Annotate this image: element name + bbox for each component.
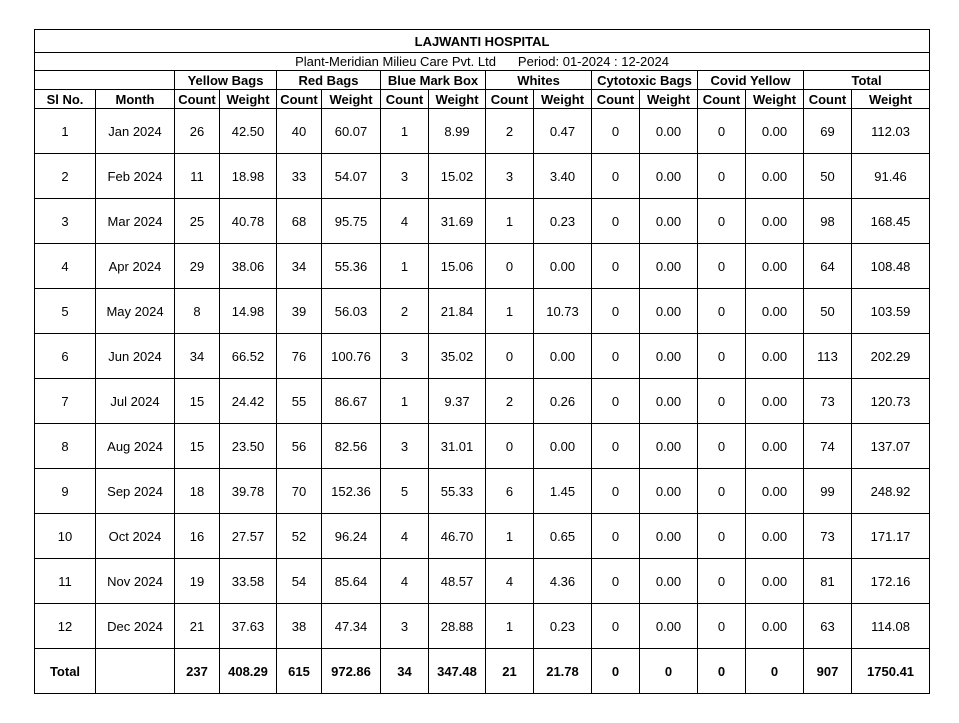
red-bags-weight-cell: 86.67	[322, 379, 381, 424]
total-count-cell: 50	[804, 289, 852, 334]
table-row	[35, 424, 930, 469]
blue-mark-box-count-cell: 3	[381, 424, 429, 469]
whites-weight-cell: 0.26	[534, 379, 592, 424]
total-count-cell: 69	[804, 109, 852, 154]
whites-weight-cell: 0.23	[534, 199, 592, 244]
whites-weight-cell: 4.36	[534, 559, 592, 604]
month-cell: Nov 2024	[96, 559, 175, 604]
cytotoxic-bags-count-cell: 0	[592, 514, 640, 559]
covid-yellow-count-cell: 0	[698, 379, 746, 424]
total-whites-count-cell: 21	[486, 649, 534, 694]
whites-count-cell: 0	[486, 244, 534, 289]
yellow-bags-count-cell: 29	[175, 244, 220, 289]
total-weight-cell: 137.07	[852, 424, 930, 469]
yellow-bags-count-cell: 21	[175, 604, 220, 649]
yellow-bags-weight-cell: 38.06	[220, 244, 277, 289]
blue-mark-box-weight-cell: 31.69	[429, 199, 486, 244]
blue-mark-box-weight-cell: 46.70	[429, 514, 486, 559]
sl-no-cell: 4	[35, 244, 96, 289]
table-row	[35, 334, 930, 379]
whites-count-cell: 1	[486, 604, 534, 649]
sl-no-cell: 1	[35, 109, 96, 154]
red-bags-count-cell: 34	[277, 244, 322, 289]
table-row	[35, 154, 930, 199]
cytotoxic-bags-count-cell: 0	[592, 109, 640, 154]
covid-yellow-count-cell: 0	[698, 424, 746, 469]
total-weight-cell: 120.73	[852, 379, 930, 424]
sl-no-cell: 5	[35, 289, 96, 334]
cytotoxic-bags-weight-cell: 0.00	[640, 469, 698, 514]
column-header-red-bags-count: Count	[277, 90, 322, 109]
blue-mark-box-count-cell: 3	[381, 604, 429, 649]
whites-weight-cell: 0.00	[534, 334, 592, 379]
cytotoxic-bags-weight-cell: 0.00	[640, 514, 698, 559]
total-whites-weight-cell: 21.78	[534, 649, 592, 694]
table-row	[35, 469, 930, 514]
total-red-bags-weight-cell: 972.86	[322, 649, 381, 694]
red-bags-weight-cell: 95.75	[322, 199, 381, 244]
total-weight-cell: 168.45	[852, 199, 930, 244]
total-cytotoxic-bags-count-cell: 0	[592, 649, 640, 694]
yellow-bags-count-cell: 15	[175, 424, 220, 469]
group-header-blue-mark-box: Blue Mark Box	[381, 71, 486, 90]
whites-weight-cell: 0.47	[534, 109, 592, 154]
blue-mark-box-weight-cell: 8.99	[429, 109, 486, 154]
red-bags-weight-cell: 96.24	[322, 514, 381, 559]
total-count-cell: 113	[804, 334, 852, 379]
yellow-bags-count-cell: 19	[175, 559, 220, 604]
red-bags-count-cell: 68	[277, 199, 322, 244]
yellow-bags-count-cell: 18	[175, 469, 220, 514]
cytotoxic-bags-count-cell: 0	[592, 244, 640, 289]
month-cell: Jan 2024	[96, 109, 175, 154]
cytotoxic-bags-weight-cell: 0.00	[640, 559, 698, 604]
blue-mark-box-weight-cell: 9.37	[429, 379, 486, 424]
column-header-blue-mark-box-weight: Weight	[429, 90, 486, 109]
total-weight-cell: 91.46	[852, 154, 930, 199]
total-month-cell	[96, 649, 175, 694]
group-header-red-bags: Red Bags	[277, 71, 381, 90]
table-row	[35, 514, 930, 559]
covid-yellow-count-cell: 0	[698, 604, 746, 649]
total-weight-cell: 112.03	[852, 109, 930, 154]
covid-yellow-weight-cell: 0.00	[746, 289, 804, 334]
blue-mark-box-weight-cell: 35.02	[429, 334, 486, 379]
sl-no-cell: 10	[35, 514, 96, 559]
cytotoxic-bags-weight-cell: 0.00	[640, 244, 698, 289]
covid-yellow-count-cell: 0	[698, 514, 746, 559]
red-bags-weight-cell: 152.36	[322, 469, 381, 514]
month-cell: Aug 2024	[96, 424, 175, 469]
group-header-covid-yellow: Covid Yellow	[698, 71, 804, 90]
total-red-bags-count-cell: 615	[277, 649, 322, 694]
whites-count-cell: 2	[486, 379, 534, 424]
whites-weight-cell: 0.00	[534, 244, 592, 289]
column-header-red-bags-weight: Weight	[322, 90, 381, 109]
yellow-bags-weight-cell: 66.52	[220, 334, 277, 379]
whites-count-cell: 6	[486, 469, 534, 514]
covid-yellow-weight-cell: 0.00	[746, 469, 804, 514]
total-yellow-bags-count-cell: 237	[175, 649, 220, 694]
total-weight-cell: 202.29	[852, 334, 930, 379]
cytotoxic-bags-weight-cell: 0.00	[640, 424, 698, 469]
report-subtitle	[35, 53, 930, 71]
total-label-cell: Total	[35, 649, 96, 694]
total-total-weight-cell: 1750.41	[852, 649, 930, 694]
whites-weight-cell: 0.23	[534, 604, 592, 649]
table-row	[35, 559, 930, 604]
cytotoxic-bags-count-cell: 0	[592, 334, 640, 379]
blue-mark-box-weight-cell: 15.06	[429, 244, 486, 289]
total-count-cell: 73	[804, 379, 852, 424]
blue-mark-box-weight-cell: 21.84	[429, 289, 486, 334]
covid-yellow-weight-cell: 0.00	[746, 334, 804, 379]
column-header-yellow-bags-weight: Weight	[220, 90, 277, 109]
total-cytotoxic-bags-weight-cell: 0	[640, 649, 698, 694]
covid-yellow-weight-cell: 0.00	[746, 424, 804, 469]
month-cell: Mar 2024	[96, 199, 175, 244]
total-total-count-cell: 907	[804, 649, 852, 694]
red-bags-weight-cell: 55.36	[322, 244, 381, 289]
sl-no-cell: 2	[35, 154, 96, 199]
month-cell: Feb 2024	[96, 154, 175, 199]
yellow-bags-weight-cell: 24.42	[220, 379, 277, 424]
red-bags-weight-cell: 100.76	[322, 334, 381, 379]
blue-mark-box-weight-cell: 31.01	[429, 424, 486, 469]
table-row	[35, 289, 930, 334]
column-header-total-count: Count	[804, 90, 852, 109]
total-row	[35, 649, 930, 694]
column-header-total-weight: Weight	[852, 90, 930, 109]
total-count-cell: 73	[804, 514, 852, 559]
yellow-bags-weight-cell: 40.78	[220, 199, 277, 244]
table-row	[35, 379, 930, 424]
cytotoxic-bags-weight-cell: 0.00	[640, 154, 698, 199]
whites-count-cell: 1	[486, 514, 534, 559]
whites-count-cell: 1	[486, 289, 534, 334]
red-bags-count-cell: 70	[277, 469, 322, 514]
red-bags-weight-cell: 60.07	[322, 109, 381, 154]
cytotoxic-bags-count-cell: 0	[592, 604, 640, 649]
yellow-bags-count-cell: 26	[175, 109, 220, 154]
covid-yellow-count-cell: 0	[698, 154, 746, 199]
total-weight-cell: 108.48	[852, 244, 930, 289]
cytotoxic-bags-count-cell: 0	[592, 469, 640, 514]
waste-report-table	[34, 29, 930, 694]
total-yellow-bags-weight-cell: 408.29	[220, 649, 277, 694]
covid-yellow-weight-cell: 0.00	[746, 559, 804, 604]
report-period: Period: 01-2024 : 12-2024	[517, 54, 669, 69]
red-bags-count-cell: 55	[277, 379, 322, 424]
column-header-sl-no: Sl No.	[35, 90, 96, 109]
whites-weight-cell: 10.73	[534, 289, 592, 334]
covid-yellow-count-cell: 0	[698, 469, 746, 514]
blue-mark-box-count-cell: 4	[381, 514, 429, 559]
red-bags-count-cell: 40	[277, 109, 322, 154]
total-weight-cell: 172.16	[852, 559, 930, 604]
covid-yellow-weight-cell: 0.00	[746, 379, 804, 424]
total-count-cell: 98	[804, 199, 852, 244]
group-header-cytotoxic-bags: Cytotoxic Bags	[592, 71, 698, 90]
covid-yellow-weight-cell: 0.00	[746, 514, 804, 559]
red-bags-count-cell: 33	[277, 154, 322, 199]
covid-yellow-count-cell: 0	[698, 199, 746, 244]
whites-count-cell: 0	[486, 424, 534, 469]
yellow-bags-weight-cell: 18.98	[220, 154, 277, 199]
blue-mark-box-weight-cell: 28.88	[429, 604, 486, 649]
total-blue-mark-box-weight-cell: 347.48	[429, 649, 486, 694]
column-header-cytotoxic-bags-weight: Weight	[640, 90, 698, 109]
red-bags-weight-cell: 47.34	[322, 604, 381, 649]
column-header-whites-count: Count	[486, 90, 534, 109]
blue-mark-box-count-cell: 3	[381, 154, 429, 199]
blue-mark-box-count-cell: 2	[381, 289, 429, 334]
month-cell: Oct 2024	[96, 514, 175, 559]
total-count-cell: 74	[804, 424, 852, 469]
yellow-bags-weight-cell: 27.57	[220, 514, 277, 559]
column-header-covid-yellow-weight: Weight	[746, 90, 804, 109]
total-count-cell: 99	[804, 469, 852, 514]
whites-weight-cell: 3.40	[534, 154, 592, 199]
sl-no-cell: 3	[35, 199, 96, 244]
whites-count-cell: 4	[486, 559, 534, 604]
covid-yellow-weight-cell: 0.00	[746, 154, 804, 199]
cytotoxic-bags-weight-cell: 0.00	[640, 334, 698, 379]
yellow-bags-count-cell: 11	[175, 154, 220, 199]
total-covid-yellow-weight-cell: 0	[746, 649, 804, 694]
cytotoxic-bags-count-cell: 0	[592, 199, 640, 244]
red-bags-weight-cell: 56.03	[322, 289, 381, 334]
month-cell: Jun 2024	[96, 334, 175, 379]
blue-mark-box-count-cell: 1	[381, 244, 429, 289]
blue-mark-box-count-cell: 3	[381, 334, 429, 379]
month-cell: Jul 2024	[96, 379, 175, 424]
group-header-whites: Whites	[486, 71, 592, 90]
yellow-bags-weight-cell: 14.98	[220, 289, 277, 334]
blue-mark-box-count-cell: 1	[381, 379, 429, 424]
blue-mark-box-weight-cell: 48.57	[429, 559, 486, 604]
red-bags-count-cell: 39	[277, 289, 322, 334]
yellow-bags-count-cell: 25	[175, 199, 220, 244]
plant-name: Plant-Meridian Milieu Care Pvt. Ltd	[295, 54, 496, 69]
sl-no-cell: 6	[35, 334, 96, 379]
cytotoxic-bags-count-cell: 0	[592, 154, 640, 199]
red-bags-count-cell: 76	[277, 334, 322, 379]
cytotoxic-bags-count-cell: 0	[592, 559, 640, 604]
cytotoxic-bags-count-cell: 0	[592, 379, 640, 424]
red-bags-count-cell: 52	[277, 514, 322, 559]
total-weight-cell: 171.17	[852, 514, 930, 559]
yellow-bags-count-cell: 34	[175, 334, 220, 379]
whites-count-cell: 2	[486, 109, 534, 154]
yellow-bags-weight-cell: 37.63	[220, 604, 277, 649]
whites-weight-cell: 0.65	[534, 514, 592, 559]
group-header-blank	[35, 71, 175, 90]
whites-count-cell: 3	[486, 154, 534, 199]
yellow-bags-weight-cell: 42.50	[220, 109, 277, 154]
total-blue-mark-box-count-cell: 34	[381, 649, 429, 694]
yellow-bags-count-cell: 8	[175, 289, 220, 334]
table-row	[35, 604, 930, 649]
covid-yellow-weight-cell: 0.00	[746, 109, 804, 154]
red-bags-weight-cell: 85.64	[322, 559, 381, 604]
table-row	[35, 244, 930, 289]
cytotoxic-bags-weight-cell: 0.00	[640, 109, 698, 154]
cytotoxic-bags-count-cell: 0	[592, 424, 640, 469]
column-header-blue-mark-box-count: Count	[381, 90, 429, 109]
sl-no-cell: 8	[35, 424, 96, 469]
yellow-bags-weight-cell: 33.58	[220, 559, 277, 604]
blue-mark-box-weight-cell: 55.33	[429, 469, 486, 514]
total-count-cell: 81	[804, 559, 852, 604]
cytotoxic-bags-weight-cell: 0.00	[640, 379, 698, 424]
total-weight-cell: 248.92	[852, 469, 930, 514]
group-header-total: Total	[804, 71, 930, 90]
column-header-cytotoxic-bags-count: Count	[592, 90, 640, 109]
sl-no-cell: 12	[35, 604, 96, 649]
blue-mark-box-count-cell: 1	[381, 109, 429, 154]
total-count-cell: 64	[804, 244, 852, 289]
whites-weight-cell: 0.00	[534, 424, 592, 469]
cytotoxic-bags-weight-cell: 0.00	[640, 289, 698, 334]
covid-yellow-count-cell: 0	[698, 109, 746, 154]
total-count-cell: 50	[804, 154, 852, 199]
total-weight-cell: 103.59	[852, 289, 930, 334]
total-count-cell: 63	[804, 604, 852, 649]
table-row	[35, 199, 930, 244]
total-covid-yellow-count-cell: 0	[698, 649, 746, 694]
covid-yellow-weight-cell: 0.00	[746, 604, 804, 649]
column-header-yellow-bags-count: Count	[175, 90, 220, 109]
whites-weight-cell: 1.45	[534, 469, 592, 514]
blue-mark-box-count-cell: 4	[381, 199, 429, 244]
covid-yellow-weight-cell: 0.00	[746, 244, 804, 289]
covid-yellow-weight-cell: 0.00	[746, 199, 804, 244]
yellow-bags-weight-cell: 23.50	[220, 424, 277, 469]
column-header-covid-yellow-count: Count	[698, 90, 746, 109]
month-cell: May 2024	[96, 289, 175, 334]
red-bags-count-cell: 38	[277, 604, 322, 649]
group-header-yellow-bags: Yellow Bags	[175, 71, 277, 90]
sl-no-cell: 7	[35, 379, 96, 424]
red-bags-count-cell: 54	[277, 559, 322, 604]
covid-yellow-count-cell: 0	[698, 559, 746, 604]
covid-yellow-count-cell: 0	[698, 289, 746, 334]
month-cell: Dec 2024	[96, 604, 175, 649]
blue-mark-box-weight-cell: 15.02	[429, 154, 486, 199]
covid-yellow-count-cell: 0	[698, 244, 746, 289]
red-bags-weight-cell: 54.07	[322, 154, 381, 199]
report-title: LAJWANTI HOSPITAL	[35, 30, 930, 53]
cytotoxic-bags-count-cell: 0	[592, 289, 640, 334]
month-cell: Sep 2024	[96, 469, 175, 514]
yellow-bags-weight-cell: 39.78	[220, 469, 277, 514]
red-bags-count-cell: 56	[277, 424, 322, 469]
blue-mark-box-count-cell: 5	[381, 469, 429, 514]
covid-yellow-count-cell: 0	[698, 334, 746, 379]
month-cell: Apr 2024	[96, 244, 175, 289]
blue-mark-box-count-cell: 4	[381, 559, 429, 604]
yellow-bags-count-cell: 16	[175, 514, 220, 559]
sl-no-cell: 9	[35, 469, 96, 514]
total-weight-cell: 114.08	[852, 604, 930, 649]
column-header-whites-weight: Weight	[534, 90, 592, 109]
column-header-month: Month	[96, 90, 175, 109]
red-bags-weight-cell: 82.56	[322, 424, 381, 469]
whites-count-cell: 0	[486, 334, 534, 379]
yellow-bags-count-cell: 15	[175, 379, 220, 424]
cytotoxic-bags-weight-cell: 0.00	[640, 199, 698, 244]
cytotoxic-bags-weight-cell: 0.00	[640, 604, 698, 649]
sl-no-cell: 11	[35, 559, 96, 604]
table-row	[35, 109, 930, 154]
whites-count-cell: 1	[486, 199, 534, 244]
